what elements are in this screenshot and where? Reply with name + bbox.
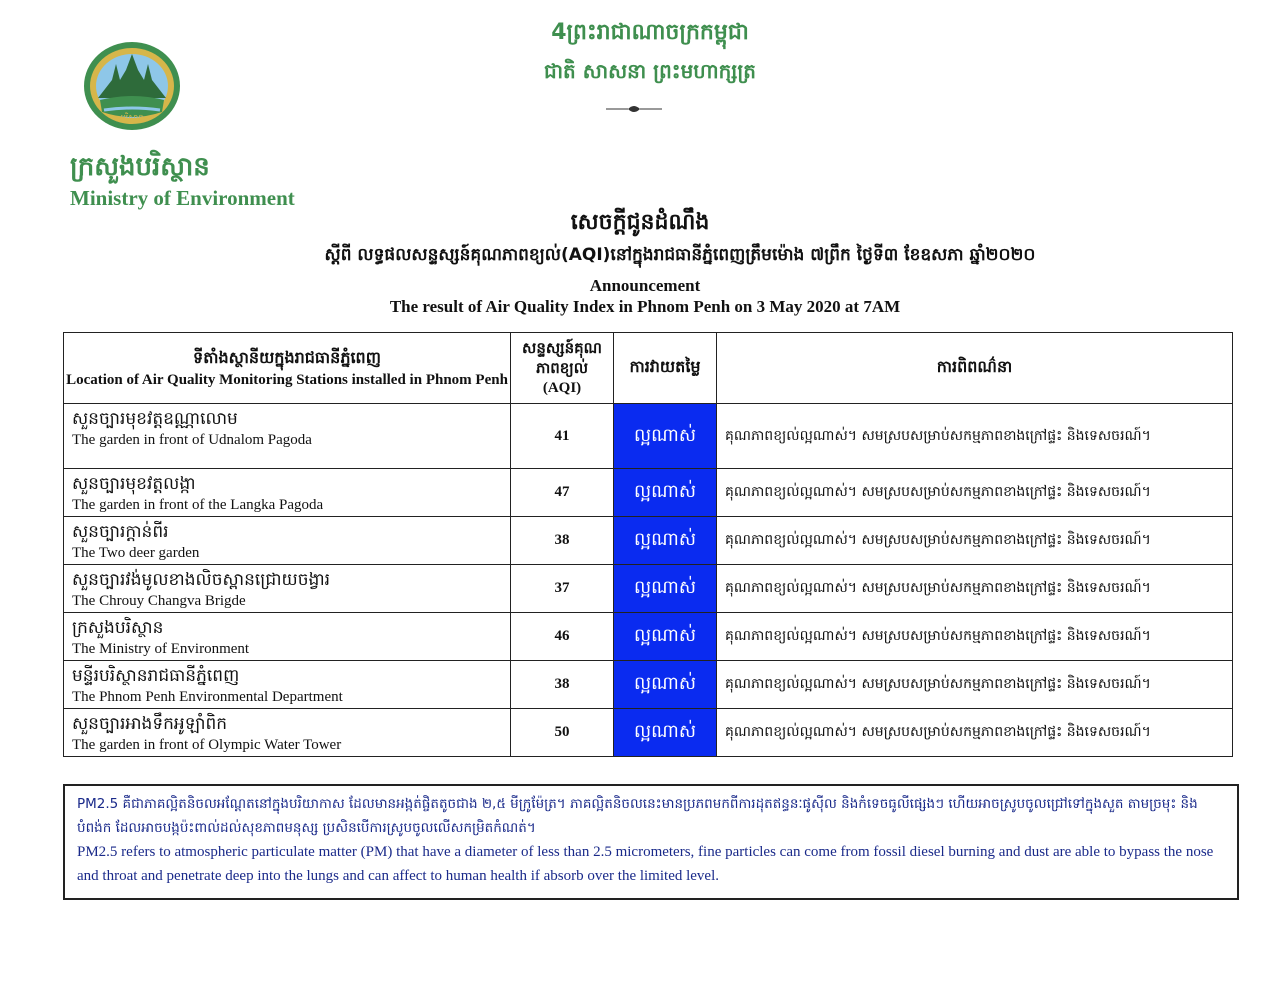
station-location <box>64 613 511 661</box>
kingdom-title: 4ព្រះរាជាណាចក្រកម្ពុជា <box>551 20 749 45</box>
station-location <box>64 517 511 565</box>
announcement-subtitle-en: The result of Air Quality Index in Phnom Penh on 3 May 2020 at 7AM <box>389 297 901 316</box>
station-name-en: The Chrouy Changva Brigde <box>72 593 246 609</box>
station-name-en: The garden in front of the Langka Pagoda <box>72 497 324 513</box>
aqi-value: 47 <box>511 469 614 517</box>
header-aqi-en: (AQI) <box>542 380 582 396</box>
station-location <box>64 469 511 517</box>
announcement-title-kh: សេចក្ដីជូនដំណឹង <box>570 210 710 235</box>
divider-ornament <box>606 104 662 114</box>
station-location <box>64 565 511 613</box>
station-name-en: The garden in front of Olympic Water Tower <box>72 737 342 753</box>
announcement-subtitle-kh: ស្ដីពី លទ្ធផលសន្ទស្សន៍គុណភាពខ្យល់(AQI)នៅក្នុងរាជធានីភ្នំពេញត្រឹមម៉ោង ៧ព្រឹក ថ្ងៃទី៣ ខែឧសភា ឆ្នាំ២០២០ <box>324 245 1036 265</box>
evaluation-badge: ល្អណាស់ <box>614 709 717 757</box>
station-location <box>64 709 511 757</box>
evaluation-badge: ល្អណាស់ <box>614 404 717 469</box>
station-name-kh: សួនច្បារមុខវត្តឧណ្ណាលោម <box>72 409 238 429</box>
station-name-en: The garden in front of Udnalom Pagoda <box>72 432 312 448</box>
aqi-table <box>63 332 1233 757</box>
aqi-value: 38 <box>511 517 614 565</box>
header-aqi-kh: សន្ទស្សន៍គុណភាពខ្យល់ <box>522 339 602 377</box>
evaluation-badge: ល្អណាស់ <box>614 517 717 565</box>
station-name-kh: មន្ទីរបរិស្ថានរាជធានីភ្នំពេញ <box>72 666 240 686</box>
ministry-logo <box>82 40 182 132</box>
table-header-row <box>64 333 1233 404</box>
aqi-value: 38 <box>511 661 614 709</box>
station-name-kh: សួនច្បារអាងទឹកអូឡាំពិក <box>72 714 228 734</box>
table-row <box>64 517 1233 565</box>
header-description: ការពិពណ៌នា <box>717 333 1233 404</box>
station-name-en: The Ministry of Environment <box>72 641 250 657</box>
header-location <box>64 333 511 404</box>
evaluation-badge: ល្អណាស់ <box>614 565 717 613</box>
national-motto: ជាតិ សាសនា ព្រះមហាក្សត្រ <box>544 59 756 83</box>
table-row <box>64 565 1233 613</box>
ministry-name-en: Ministry of Environment <box>70 186 295 210</box>
station-name-kh: ក្រសួងបរិស្ថាន <box>72 618 164 638</box>
pm25-note-kh: PM2.5 គឺជាភាគល្អិតនិចលអណ្តែតនៅក្នុងបរិយាកាស ដែលមានអង្កត់ផ្ចិតតូចជាង ២,៥ មីក្រូម៉ែត្រ។ ភាគល្អិតនិចលនេះមានប្រភពមកពីការដុតឥន្ធនៈផូស៊ីល និងកំទេចធូលីផ្សេងៗ ហើយអាចស្រូបចូលជ្រៅទៅក្នុងសួត តាមច្រមុះ និងបំពង់ក ដែលអាចបង្កប៉ះពាល់ដល់សុខភាពមនុស្ស ប្រសិនបើការស្រូបចូលលើសកម្រិតកំណត់។ <box>77 796 1198 836</box>
station-name-kh: សួនច្បារវង់មូលខាងលិចស្ពានជ្រោយចង្វារ <box>72 570 331 590</box>
station-location <box>64 661 511 709</box>
aqi-value: 37 <box>511 565 614 613</box>
evaluation-badge: ល្អណាស់ <box>614 469 717 517</box>
description: គុណភាពខ្យល់ល្អណាស់។ សមស្របសម្រាប់សកម្មភាពខាងក្រៅផ្ទះ និងទេសចរណ៍។ <box>717 404 1233 469</box>
table-row <box>64 469 1233 517</box>
station-name-kh: សួនច្បារក្តាន់ពីរ <box>72 522 169 542</box>
description: គុណភាពខ្យល់ល្អណាស់។ សមស្របសម្រាប់សកម្មភាពខាងក្រៅផ្ទះ និងទេសចរណ៍។ <box>717 469 1233 517</box>
evaluation-badge: ល្អណាស់ <box>614 613 717 661</box>
pm25-note-box <box>63 784 1239 900</box>
table-row <box>64 709 1233 757</box>
header-location-en: Location of Air Quality Monitoring Stations installed in Phnom Penh <box>66 372 508 388</box>
aqi-value: 41 <box>511 404 614 469</box>
announcement-title-en: Announcement <box>589 276 701 295</box>
station-name-kh: សួនច្បារមុខវត្តលង្កា <box>72 474 196 494</box>
pm25-note-en: PM2.5 refers to atmospheric particulate matter (PM) that have a diameter of less than 2.5 micrometers, fine particles can come from fossil diesel burning and dust are able to bypass the nose and throat and penetrate deep into the lungs and can affect to human health if absorb over the limited level. <box>77 844 1214 884</box>
description: គុណភាពខ្យល់ល្អណាស់។ សមស្របសម្រាប់សកម្មភាពខាងក្រៅផ្ទះ និងទេសចរណ៍។ <box>717 565 1233 613</box>
description: គុណភាពខ្យល់ល្អណាស់។ សមស្របសម្រាប់សកម្មភាពខាងក្រៅផ្ទះ និងទេសចរណ៍។ <box>717 661 1233 709</box>
table-row <box>64 404 1233 469</box>
description: គុណភាពខ្យល់ល្អណាស់។ សមស្របសម្រាប់សកម្មភាពខាងក្រៅផ្ទះ និងទេសចរណ៍។ <box>717 613 1233 661</box>
header-location-kh: ទីតាំងស្ថានីយក្នុងរាជធានីភ្នំពេញ <box>193 348 381 367</box>
description: គុណភាពខ្យល់ល្អណាស់។ សមស្របសម្រាប់សកម្មភាពខាងក្រៅផ្ទះ និងទេសចរណ៍។ <box>717 709 1233 757</box>
description: គុណភាពខ្យល់ល្អណាស់។ សមស្របសម្រាប់សកម្មភាពខាងក្រៅផ្ទះ និងទេសចរណ៍។ <box>717 517 1233 565</box>
evaluation-badge: ល្អណាស់ <box>614 661 717 709</box>
logo-text: បរិស្ថាន <box>120 113 144 122</box>
table-row <box>64 613 1233 661</box>
aqi-value: 46 <box>511 613 614 661</box>
header-evaluation: ការវាយតម្លៃ <box>614 333 717 404</box>
aqi-value: 50 <box>511 709 614 757</box>
station-name-en: The Two deer garden <box>72 545 200 561</box>
header-aqi <box>511 333 614 404</box>
ministry-name-kh: ក្រសួងបរិស្ថាន <box>70 152 210 182</box>
station-name-en: The Phnom Penh Environmental Department <box>72 689 343 705</box>
station-location <box>64 404 511 469</box>
table-row <box>64 661 1233 709</box>
